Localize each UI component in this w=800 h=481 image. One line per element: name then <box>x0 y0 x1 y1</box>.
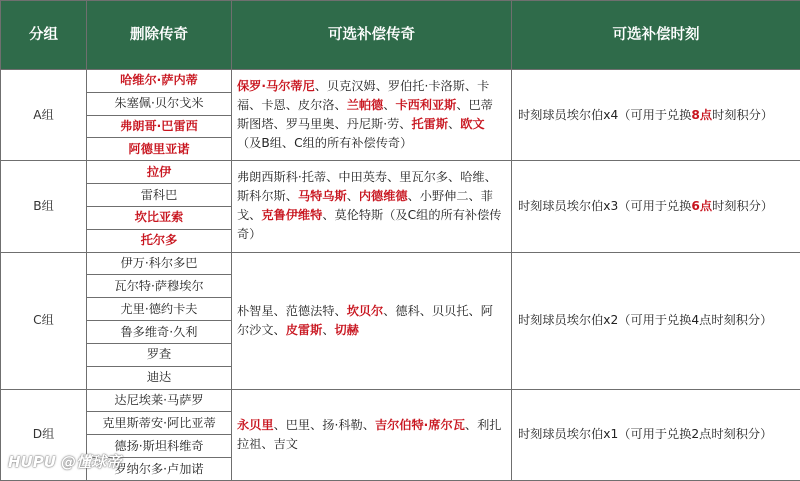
time-text: 时刻积分） <box>711 313 773 328</box>
header-deleted-legends: 删除传奇 <box>87 1 232 70</box>
header-compensation-legends: 可选补偿传奇 <box>232 1 512 70</box>
legend-text: 、小野伸二、菲戈、 <box>237 189 493 223</box>
time-text: 时刻球员埃尔伯x4（可用于兑换 <box>518 107 692 122</box>
time-text: 时刻球员埃尔伯x2（可用于兑换 <box>518 313 692 328</box>
legend-text: 、德科、贝贝托、阿尔沙文、 <box>237 303 493 337</box>
table-row <box>1 389 800 412</box>
time-points: 8点 <box>691 107 713 122</box>
deleted-player: 伊万·科尔多巴 <box>87 252 232 275</box>
compensation-legends <box>232 252 512 389</box>
compensation-legends <box>232 389 512 480</box>
time-points: 6点 <box>691 198 713 213</box>
deleted-player: 阿德里亚诺 <box>87 138 232 161</box>
time-points: 2点 <box>691 427 712 442</box>
deleted-player: 德扬·斯坦科维奇 <box>87 435 232 458</box>
time-text: 时刻球员埃尔伯x1（可用于兑换 <box>518 427 692 442</box>
time-text: 时刻积分） <box>712 198 774 213</box>
deleted-player: 罗纳尔多·卢加诺 <box>87 458 232 481</box>
compensation-time <box>512 389 800 480</box>
deleted-player: 朱塞佩·贝尔戈米 <box>87 92 232 115</box>
deleted-player: 哈维尔·萨内蒂 <box>87 70 232 93</box>
group-label: D组 <box>1 389 87 480</box>
compensation-time <box>512 70 800 161</box>
legend-text: 、贝克汉姆、罗伯托·卡洛斯、卡福、卡恩、皮尔洛、 <box>237 79 490 113</box>
compensation-time <box>512 161 800 252</box>
highlighted-legend: 兰帕德 <box>346 98 384 113</box>
time-points: 4点 <box>691 313 712 328</box>
compensation-time <box>512 252 800 389</box>
time-text: 时刻积分） <box>712 107 774 122</box>
deleted-player: 克里斯蒂安·阿比亚蒂 <box>87 412 232 435</box>
legend-text: 、 <box>448 117 461 132</box>
deleted-player: 尤里·德约卡夫 <box>87 298 232 321</box>
time-text: 时刻积分） <box>711 427 773 442</box>
highlighted-legend: 托雷斯 <box>411 117 449 132</box>
highlighted-legend: 吉尔伯特·席尔瓦 <box>374 417 465 432</box>
deleted-player: 弗朗哥·巴雷西 <box>87 115 232 138</box>
highlighted-legend: 坎贝尔 <box>346 303 384 318</box>
header-compensation-time: 可选补偿时刻 <box>512 1 800 70</box>
highlighted-legend: 保罗·马尔蒂尼 <box>237 79 315 94</box>
deleted-player: 雷科巴 <box>87 184 232 207</box>
legend-text: 、巴蒂斯图塔、罗马里奥、丹尼斯·劳、 <box>237 98 493 132</box>
legend-text: （及B组、C组的所有补偿传奇） <box>237 136 413 151</box>
compensation-legends <box>232 161 512 252</box>
highlighted-legend: 永贝里 <box>237 417 274 432</box>
highlighted-legend: 切赫 <box>334 322 359 337</box>
deleted-player: 达尼埃莱·马萨罗 <box>87 389 232 412</box>
highlighted-legend: 皮雷斯 <box>285 322 323 337</box>
legend-text: 、莫伦特斯（及C组的所有补偿传奇） <box>237 208 502 242</box>
group-label: B组 <box>1 161 87 252</box>
legend-text: 弗朗西斯科·托蒂、中田英寿、里瓦尔多、哈维、斯科尔斯、 <box>237 170 497 204</box>
deleted-player: 拉伊 <box>87 161 232 184</box>
highlighted-legend: 马特乌斯 <box>297 189 347 204</box>
watermark-text: HUPU @懂球帝 <box>8 453 122 471</box>
deleted-player: 托尔多 <box>87 229 232 252</box>
table-row <box>1 70 800 93</box>
group-label: C组 <box>1 252 87 389</box>
highlighted-legend: 内德维德 <box>358 189 408 204</box>
highlighted-legend: 克鲁伊维特 <box>261 208 323 223</box>
deleted-player: 坎比亚索 <box>87 206 232 229</box>
legend-text: 、 <box>346 189 359 204</box>
legend-text: 、 <box>383 98 396 113</box>
deleted-player: 罗查 <box>87 343 232 366</box>
highlighted-legend: 卡西利亚斯 <box>395 98 457 113</box>
legend-text: 、巴里、扬·科勒、 <box>273 417 375 432</box>
table-row <box>1 161 800 184</box>
header-group: 分组 <box>1 1 87 70</box>
deleted-player: 迪达 <box>87 366 232 389</box>
compensation-legends <box>232 70 512 161</box>
time-text: 时刻球员埃尔伯x3（可用于兑换 <box>518 198 692 213</box>
table-row <box>1 252 800 275</box>
legend-text: 、 <box>322 322 335 337</box>
deleted-player: 瓦尔特·萨穆埃尔 <box>87 275 232 298</box>
highlighted-legend: 欧文 <box>460 117 485 132</box>
legend-text: 、利扎拉祖、吉文 <box>237 417 502 451</box>
deleted-player: 鲁多维奇·久利 <box>87 321 232 344</box>
header-row <box>1 1 800 70</box>
group-label: A组 <box>1 70 87 161</box>
legend-text: 朴智星、范德法特、 <box>237 303 347 318</box>
